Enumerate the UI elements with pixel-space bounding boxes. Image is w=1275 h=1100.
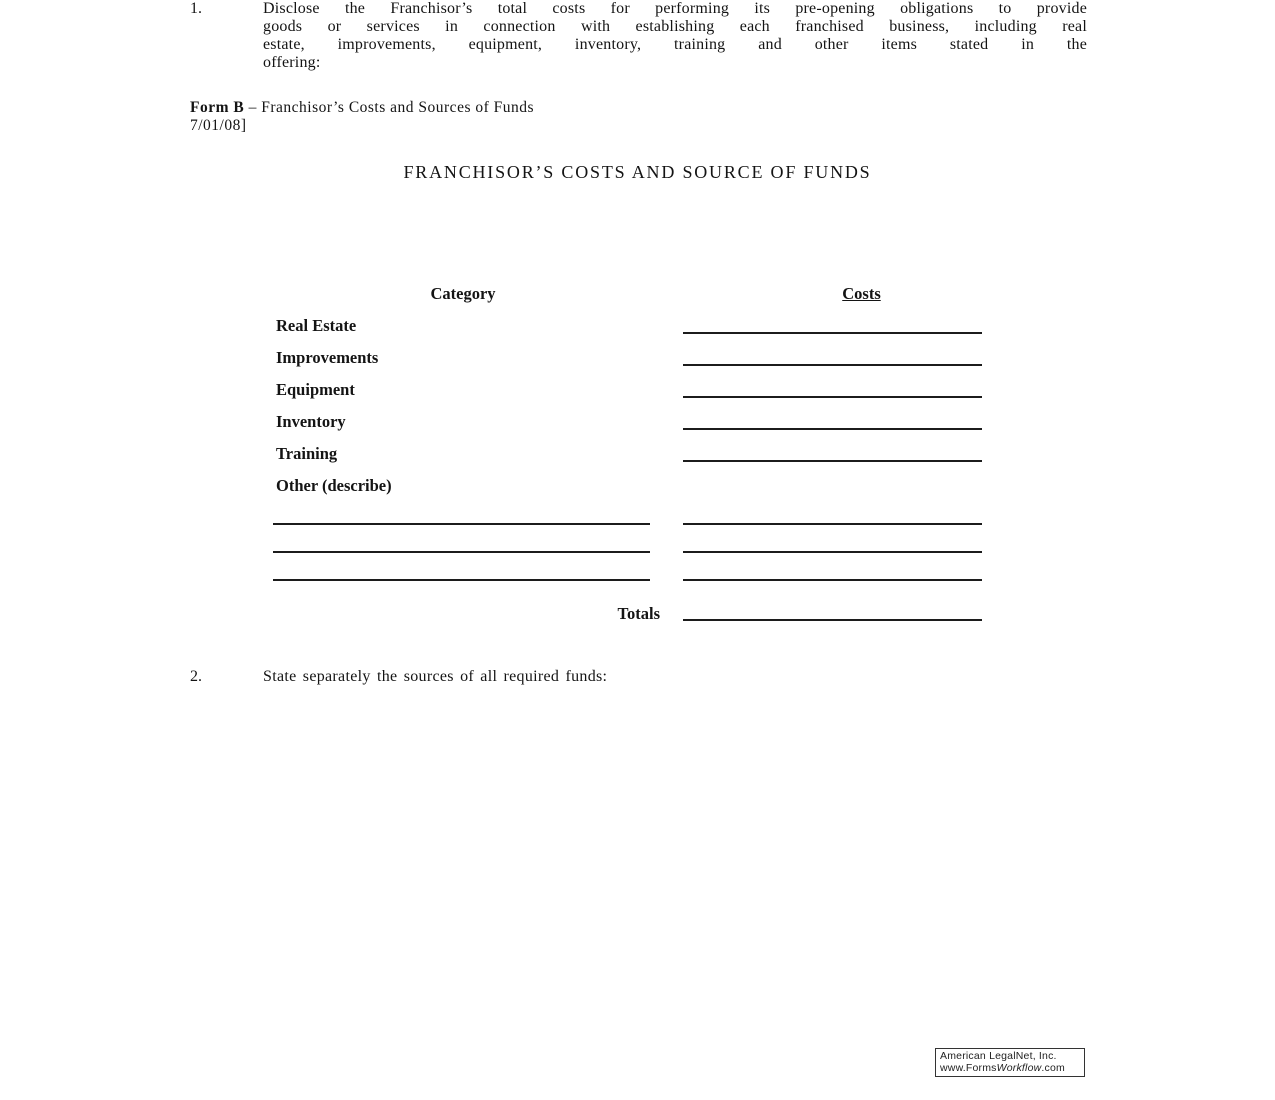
item-2-text: State separately the sources of all required funds:: [263, 668, 608, 685]
category-label-equipment: Equipment: [276, 380, 355, 399]
cost-blank-line: [683, 523, 982, 525]
form-header-line1: [190, 99, 534, 117]
stamp-website-prefix: www.Forms: [940, 1062, 997, 1075]
document-title: FRANCHISOR’S COSTS AND SOURCE OF FUNDS: [403, 162, 872, 182]
category-label-other: Other (describe): [276, 476, 392, 495]
legalnet-stamp: [935, 1048, 1085, 1077]
item-1-number: 1.: [190, 0, 202, 17]
category-column-header: Category: [430, 284, 496, 303]
totals-blank-line: [683, 619, 982, 621]
stamp-website-italic: Workflow: [996, 1062, 1042, 1075]
cost-blank-line: [683, 396, 982, 398]
cost-blank-line: [683, 332, 982, 334]
stamp-company: American LegalNet, Inc.: [940, 1050, 1057, 1062]
category-label-training: Training: [276, 444, 338, 463]
paragraph-line: goods or services in connection with establishing each franchised business, including real: [263, 18, 1087, 36]
category-label-inventory: Inventory: [276, 412, 346, 431]
category-label-improvements: Improvements: [276, 348, 379, 367]
category-label-real-estate: Real Estate: [276, 316, 357, 335]
item-1-paragraph: [263, 0, 1087, 72]
cost-blank-line: [683, 551, 982, 553]
form-title-text: – Franchisor’s Costs and Sources of Funds: [248, 99, 535, 116]
cost-blank-line: [683, 460, 982, 462]
paragraph-line: estate, improvements, equipment, inventory, training and other items stated in the: [263, 36, 1087, 54]
category-blank-line: [273, 551, 650, 553]
category-blank-line: [273, 523, 650, 525]
costs-header-text: Costs: [842, 284, 881, 303]
paragraph-line: offering:: [263, 54, 321, 72]
paragraph-line: Disclose the Franchisor’s total costs for performing its pre-opening obligations to provide: [263, 0, 1087, 17]
cost-blank-line: [683, 579, 982, 581]
category-blank-line: [273, 579, 650, 581]
form-id-label: Form B: [190, 99, 245, 116]
cost-blank-line: [683, 364, 982, 366]
revision-date: 7/01/08]: [190, 116, 247, 134]
item-2-number: 2.: [190, 668, 202, 685]
stamp-website: [940, 1062, 1082, 1074]
stamp-website-suffix: .com: [1041, 1062, 1065, 1075]
cost-blank-line: [683, 428, 982, 430]
costs-column-header: [712, 284, 1011, 304]
totals-label: Totals: [617, 604, 660, 623]
form-header: [190, 99, 534, 134]
